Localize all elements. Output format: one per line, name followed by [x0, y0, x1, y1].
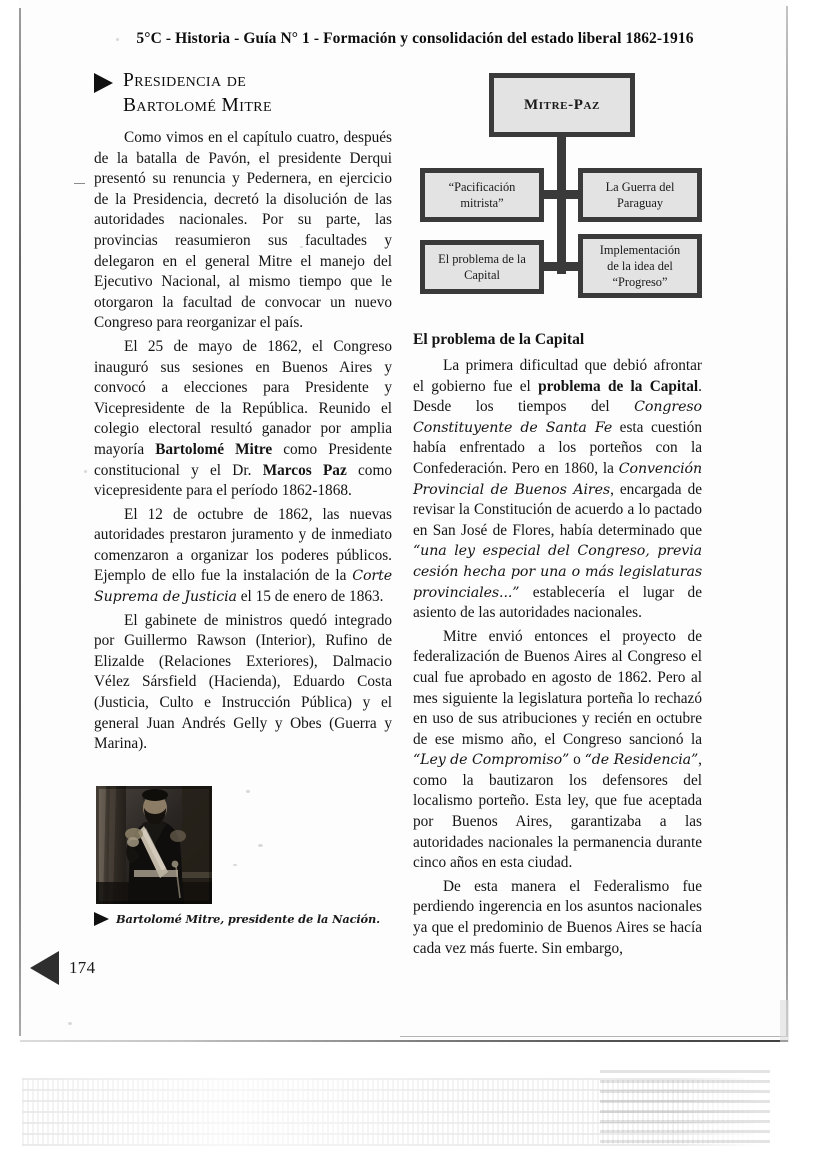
- text-run-bold: Marcos Paz: [262, 461, 347, 479]
- diagram-box-root: Mitre-Paz: [489, 73, 635, 137]
- figure-caption-text: Bartolomé Mitre, presidente de la Nación.: [116, 912, 380, 926]
- scan-speck: [246, 790, 250, 793]
- page-edge-left: [19, 8, 21, 1036]
- page-title: [123, 68, 272, 118]
- scan-speck: [84, 470, 87, 473]
- diagram-box-problema-capital: El problema de la Capital: [420, 240, 544, 294]
- diagram-box-pacificacion: “Pacificación mitrista”: [420, 168, 544, 222]
- text-run-bold: Bartolomé Mitre: [155, 440, 273, 458]
- text-run-script: “una ley especial del Congreso, previa cesión hecha por una o más legislaturas provinciales...”: [413, 543, 702, 601]
- figure-portrait: [96, 786, 212, 904]
- paragraph: La primera dificultad que debió afrontar el gobierno fue el problema de la Capital. Desde los tiempos del Congreso Constituyente de Santa Fe esta cuestión había enfrentado a los porteños con la Confederación. Pero en 1860, la Convención Provincial de Buenos Aires, encargada de revisar la Constitución de acuerdo a lo pactado en San José de Flores, había determinado que “una ley especial del Congreso, previa cesión hecha por una o más legislaturas provinciales...” establecería el lugar de asiento de las autoridades nacionales.: [413, 357, 703, 622]
- triangle-marker-icon: [30, 951, 59, 985]
- page-edge-bottom: [20, 1040, 788, 1042]
- page-number: 174: [69, 958, 96, 977]
- section-title-line-1: Presidencia de: [123, 70, 247, 91]
- paragraph: De esta manera el Federalismo fue perdiendo ingerencia en los asuntos nacionales ya que el predominio de Buenos Aires se hacía cada vez más fuerte. Sin embargo,: [413, 877, 702, 957]
- scan-speck: [233, 864, 237, 866]
- scan-speck: [258, 844, 263, 847]
- text-run-script: Convención Provincial de Buenos Aires: [413, 460, 702, 498]
- page-edge-bottom-secondary: [400, 1036, 788, 1037]
- paragraph: Como vimos en el capítulo cuatro, después de la batalla de Pavón, el presidente Derqui presentó su renuncia y Pedernera, en ejercicio de la Presidencia, decretó la disolución de las autoridades nacionales. Por su parte, las provincias reasumieron sus facultades y delegaron en el general Mitre el manejo del Ejecutivo Nacional, al mismo tiempo que le otorgaron la facultad de convocar un nuevo Congreso para reorganizar el país.: [94, 129, 392, 332]
- diagram-box-guerra-paraguay: La Guerra del Paraguay: [578, 168, 702, 222]
- paragraph: El 12 de octubre de 1862, las nuevas autoridades prestaron juramento y de inmediato comenzaron a organizar los poderes públicos. Ejemplo de ello fue la instalación de la Corte Suprema de Justicia el 15 de enero de 1863.: [94, 505, 392, 606]
- text-run-bold: problema de la Capital: [538, 377, 699, 395]
- left-column: [94, 68, 392, 758]
- running-head: 5°C - Historia - Guía N° 1 - Formación y consolidación del estado liberal 1862-1916: [136, 30, 694, 47]
- right-column: [413, 330, 702, 962]
- subsection-heading: El problema de la Capital: [413, 331, 585, 348]
- paragraph: El 25 de mayo de 1862, el Congreso inauguró sus sesiones en Buenos Aires y convocó a elecciones para Presidente y Vicepresidente de la República. Reunido el colegio electoral resultó ganador por amplia mayoría Bartolomé Mitre como Presidente constitucional y el Dr. Marcos Paz como vicepresidente para el período 1862-1868.: [94, 337, 393, 500]
- connector-vertical-stem: [557, 134, 566, 274]
- text-run-script: “de Residencia”: [584, 752, 699, 769]
- portrait-illustration: [96, 786, 212, 904]
- section-title-line-2: Bartolomé Mitre: [123, 95, 273, 116]
- right-column-body: [413, 356, 702, 959]
- margin-mark: [74, 183, 85, 184]
- diagram-box-progreso: Implementación de la idea del “Progreso”: [578, 234, 702, 298]
- paragraph: Mitre envió entonces el proyecto de federalización de Buenos Aires al Congreso el cual fue aprobado en agosto de 1862. Pero al mes siguiente la legislatura porteña lo rechazó en uso de sus atribuciones y recién en octubre de ese mismo año, el Congreso sancionó la “Ley de Compromiso” o “de Residencia”, como la bautizaron los defensores del localismo porteño. Esta ley, que fue aceptada por Buenos Aires, garantizaba a las autoridades nacionales la permanencia durante cinco años en esta ciudad.: [413, 627, 702, 872]
- text-run-script: Congreso Constituyente de Santa Fe: [413, 399, 702, 436]
- triangle-bullet-icon: [94, 912, 109, 926]
- mitre-paz-diagram: [408, 66, 708, 306]
- text-run-script: Corte Suprema de Justicia: [94, 568, 392, 606]
- figure-caption: [94, 912, 394, 926]
- page-corner-right: [780, 1000, 789, 1042]
- page-number-block: [30, 951, 95, 985]
- page-edge-right: [786, 6, 788, 1036]
- paragraph: El gabinete de ministros quedó integrado por Guillermo Rawson (Interior), Rufino de Elizalde (Relaciones Exteriores), Dalmacio Vélez Sársfield (Hacienda), Eduardo Costa (Justicia, Culto e Instrucción Pública) y el general Juan Andrés Gelly y Obes (Guerra y Marina).: [94, 611, 392, 753]
- section-title: [94, 68, 392, 118]
- triangle-bullet-icon: [94, 73, 113, 93]
- portrait-photo: [96, 786, 212, 904]
- scan-speck: [68, 1022, 72, 1025]
- text-run-script: “Ley de Compromiso”: [413, 752, 570, 769]
- left-column-body: [94, 128, 392, 755]
- bleed-through-text-block: [600, 1070, 770, 1150]
